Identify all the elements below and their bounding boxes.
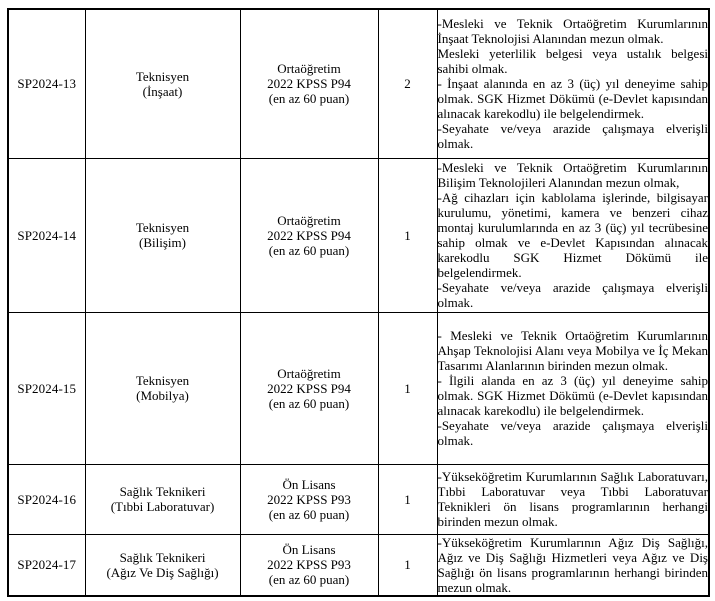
position-count: 1 [378,312,437,464]
education-level: Ortaöğretim [277,365,341,381]
kpss-score-type: 2022 KPSS P93 [267,491,351,507]
education-requirement [240,534,378,596]
education-requirement [240,312,378,464]
requirement-paragraph: -Ağ cihazları için kablolama işlerinde, bilgisayar kurulumu, yönetimi, kamera ve benzeri cihaz montaj kurulumlarında en az 3 (üç) yıl tecrübesine sahip olmak ve e-Devlet Kapısından alınacak karekodlu SGK Hizmet Dökümü ile belgelendirmek. [437,190,708,280]
requirement-paragraph: -Seyahate ve/veya arazide çalışmaya elverişli olmak. [437,121,708,152]
requirement-paragraph: - İnşaat alanında en az 3 (üç) yıl deneyime sahip olmak. SGK Hizmet Dökümü (e-Devlet kapısından alınacak karekodlu) ile belgelendirmek. [437,76,708,122]
position-code: SP2024-15 [8,312,85,464]
min-score-note: (en az 60 puan) [268,395,350,411]
position-branch-line: (Mobilya) [136,388,189,403]
position-title-line: Teknisyen [135,373,190,388]
min-score-note: (en az 60 puan) [268,506,350,522]
position-branch-line: (Tıbbi Laboratuvar) [110,499,215,514]
position-code: SP2024-13 [8,9,85,158]
position-code: SP2024-14 [8,158,85,312]
position-count: 2 [378,9,437,158]
requirement-paragraph: Mesleki yeterlilik belgesi veya ustalık belgesi sahibi olmak. [437,46,708,77]
min-score-note: (en az 60 puan) [268,572,350,587]
requirement-paragraph: - Mesleki ve Teknik Ortaöğretim Kurumlarının Ahşap Teknolojisi Alanı veya Mobilya ve İç Mekan Tasarımı Alanlarının birinden mezun olmak. [437,328,708,373]
position-branch-line: (Ağız Ve Diş Sağlığı) [106,564,219,580]
education-requirement [240,464,378,534]
requirement-paragraph: -Yükseköğretim Kurumlarının Sağlık Laboratuvarı, Tıbbi Laboratuvar veya Tıbbi Laboratuvar Teknikleri ön lisans programlarının herhangi birinden mezun olmak. [437,469,708,529]
job-postings-table [7,8,710,597]
table-row [8,534,709,596]
position-title-line: Teknisyen [135,68,190,84]
education-level: Ön Lisans [282,542,336,557]
position-count: 1 [378,464,437,534]
education-requirement [240,9,378,158]
kpss-score-type: 2022 KPSS P94 [267,227,351,243]
requirements-cell [437,312,709,464]
kpss-score-type: 2022 KPSS P93 [267,557,351,572]
position-title-line: Sağlık Teknikeri [119,549,206,565]
table-row [8,464,709,534]
requirements-cell [437,9,709,158]
position-code: SP2024-16 [8,464,85,534]
position-title-line: Teknisyen [135,220,190,235]
min-score-note: (en az 60 puan) [268,242,350,258]
requirement-paragraph: -Seyahate ve/veya arazide çalışmaya elverişli olmak. [437,418,708,448]
position-title [85,464,240,534]
min-score-note: (en az 60 puan) [268,91,350,107]
position-title [85,158,240,312]
education-level: Ortaöğretim [277,61,341,77]
education-level: Ortaöğretim [277,212,341,228]
position-count: 1 [378,158,437,312]
requirement-paragraph: -Seyahate ve/veya arazide çalışmaya elverişli olmak. [437,280,708,310]
kpss-score-type: 2022 KPSS P94 [267,380,351,396]
requirement-paragraph: -Mesleki ve Teknik Ortaöğretim Kurumlarının İnşaat Teknolojisi Alanından mezun olmak. [437,16,708,47]
position-title-line: Sağlık Teknikeri [119,484,206,499]
position-title [85,9,240,158]
position-branch-line: (İnşaat) [142,83,183,99]
table-row [8,312,709,464]
table-row [8,158,709,312]
position-branch-line: (Bilişim) [139,235,186,250]
table-row [8,9,709,158]
position-title [85,534,240,596]
kpss-score-type: 2022 KPSS P94 [267,76,351,92]
requirements-cell [437,158,709,312]
requirement-paragraph: -Mesleki ve Teknik Ortaöğretim Kurumlarının Bilişim Teknolojileri Alanından mezun olmak, [437,160,708,190]
position-count: 1 [378,534,437,596]
requirement-paragraph: - İlgili alanda en az 3 (üç) yıl deneyime sahip olmak. SGK Hizmet Dökümü (e-Devlet kapısından alınacak karekodlu) ile belgelendirmek. [437,373,708,418]
requirements-cell [437,464,709,534]
position-title [85,312,240,464]
position-code: SP2024-17 [8,534,85,596]
requirement-paragraph: -Yükseköğretim Kurumlarının Ağız Diş Sağlığı, Ağız ve Diş Sağlığı Hizmetleri veya Ağız ve Diş Sağlığı ön lisans programlarının herhangi birinden mezun olmak. [437,534,708,595]
education-requirement [240,158,378,312]
requirements-cell [437,534,709,596]
education-level: Ön Lisans [282,476,336,492]
